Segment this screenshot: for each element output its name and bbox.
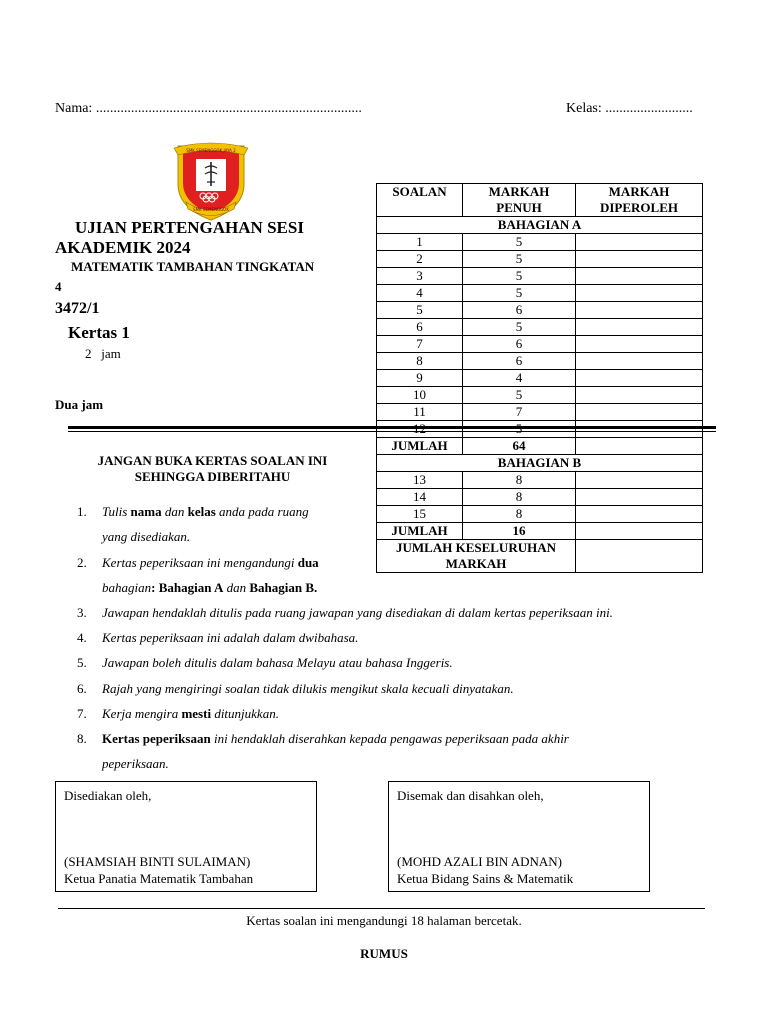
grand-total-label: JUMLAH KESELURUHAN MARKAH [377,540,576,573]
marks-obtained-cell[interactable] [576,472,703,489]
paper-code: 3472/1 [55,300,100,317]
marks-obtained-cell[interactable] [576,336,703,353]
school-crest-logo [172,138,250,222]
grand-total-cell[interactable] [576,540,703,573]
marks-table-header [377,184,703,217]
marks-obtained-cell[interactable] [576,506,703,523]
table-row: 12 5 [377,421,703,438]
marks-obtained-cell[interactable] [576,387,703,404]
prepared-by-position: Ketua Panatia Matematik Tambahan [64,871,254,886]
marks-obtained-cell[interactable] [576,319,703,336]
duration-number: 2 [85,346,92,361]
section-a-heading: BAHAGIAN A [377,217,703,234]
marks-obtained-cell[interactable] [576,251,703,268]
table-row: 4 5 [377,285,703,302]
table-row: 7 6 [377,336,703,353]
table-row: 15 8 [377,506,703,523]
total-a-row: JUMLAH 64 [377,438,703,455]
total-a-value: 64 [463,438,576,455]
formulae-heading: RUMUS [360,946,408,961]
paper-number: Kertas 1 [68,323,130,342]
total-b-row: JUMLAH 16 [377,523,703,540]
verified-by-label: Disemak dan disahkan oleh, [397,788,544,803]
marks-obtained-cell[interactable] [576,268,703,285]
table-row: 2 5 [377,251,703,268]
do-not-open-warning: JANGAN BUKA KERTAS SOALAN INI SEHINGGA DIBERITAHU [97,453,328,484]
subject-line2: 4 [55,279,62,294]
header-marks-obtained: MARKAH DIPEROLEH [576,184,703,217]
marks-obtained-cell[interactable] [576,523,703,540]
table-row: 14 8 [377,489,703,506]
table-row: 3 5 [377,268,703,285]
table-row: 1 5 [377,234,703,251]
table-row: 9 4 [377,370,703,387]
marks-obtained-cell[interactable] [576,489,703,506]
verified-by-position: Ketua Bidang Sains & Matematik [397,871,574,886]
duration-words: Dua jam [55,397,104,412]
crest-top-banner: SMK SEMENGGOK JAYA 2 [186,148,236,153]
marks-obtained-cell[interactable] [576,353,703,370]
section-b-heading: BAHAGIAN B [377,455,703,472]
grand-total-row [377,540,703,573]
name-field-line: Nama: ............................................................................ [55,101,362,116]
table-row: 11 7 [377,404,703,421]
exam-title-line1: UJIAN PERTENGAHAN SESI [75,218,304,237]
duration [85,346,121,362]
header-question: SOALAN [377,184,463,217]
marks-obtained-cell[interactable] [576,438,703,455]
exam-title [55,218,375,258]
footer-divider [58,908,705,909]
crest-bottom-banner: SMK SEMENGGOK [193,207,229,212]
table-row: 8 6 [377,353,703,370]
marks-obtained-cell[interactable] [576,234,703,251]
class-field-line: Kelas: ......................... [566,101,693,116]
header-full-marks: MARKAH PENUH [463,184,576,217]
marks-obtained-cell[interactable] [576,370,703,387]
marks-obtained-cell[interactable] [576,302,703,319]
table-row: 13 8 [377,472,703,489]
table-row: 5 6 [377,302,703,319]
prepared-by-name: (SHAMSIAH BINTI SULAIMAN) [64,854,251,869]
marks-obtained-cell[interactable] [576,285,703,302]
exam-title-line2: AKADEMIK 2024 [55,238,191,257]
prepared-by-box [55,781,317,892]
verified-by-box [388,781,650,892]
page-count-note: Kertas soalan ini mengandungi 18 halaman bercetak. [246,913,522,928]
table-row: 6 5 [377,319,703,336]
duration-unit: jam [101,346,121,361]
subject-line1: MATEMATIK TAMBAHAN TINGKATAN [71,259,315,274]
marks-obtained-cell[interactable] [576,421,703,438]
table-row: 10 5 [377,387,703,404]
subject-title [55,257,373,297]
total-b-value: 16 [463,523,576,540]
prepared-by-label: Disediakan oleh, [64,788,152,803]
verified-by-name: (MOHD AZALI BIN ADNAN) [397,854,563,869]
marks-table [376,183,703,573]
marks-obtained-cell[interactable] [576,404,703,421]
